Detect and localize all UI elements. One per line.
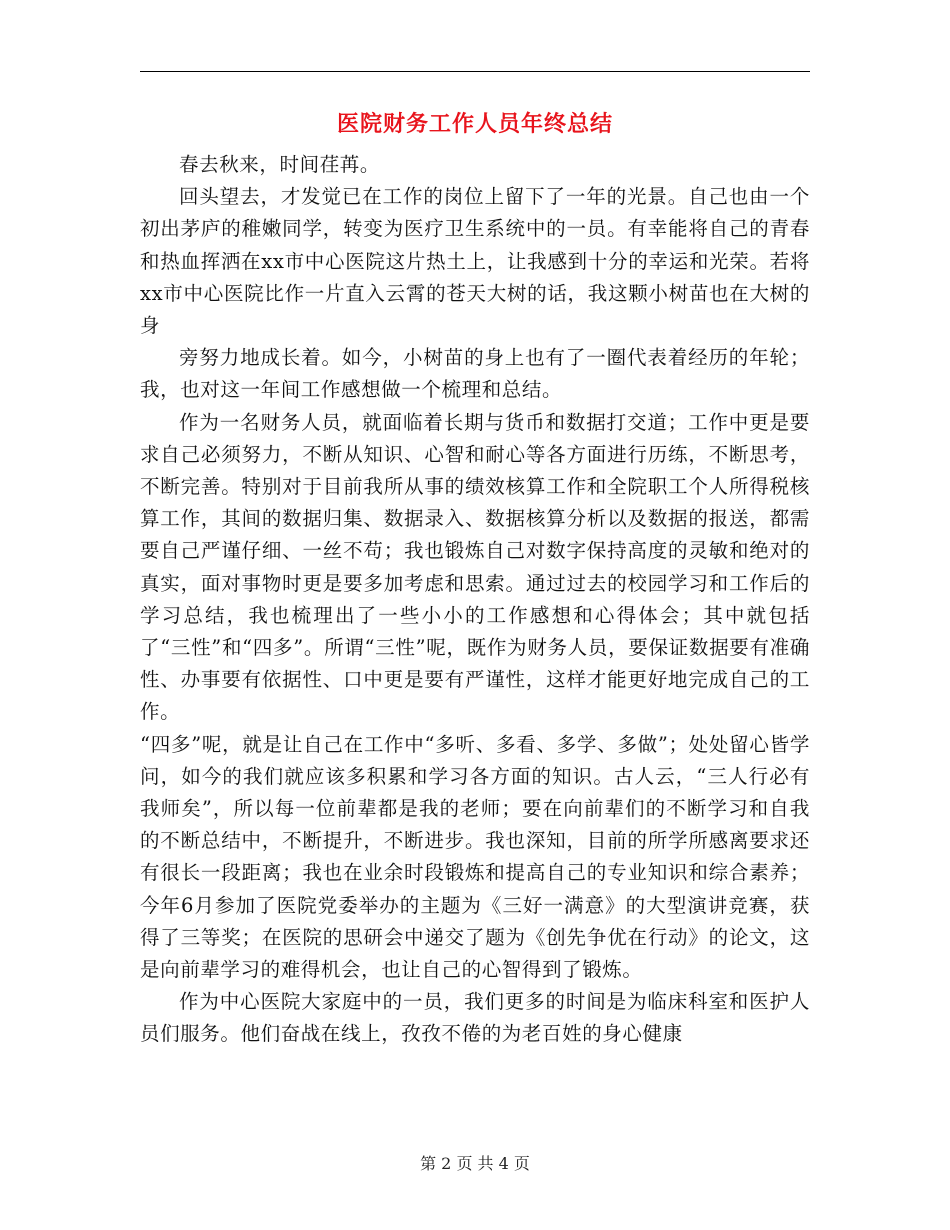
paragraph-3: 旁努力地成长着。如今，小树苗的身上也有了一圈代表着经历的年轮；我，也对这一年间工作感想做一个梳理和总结。: [140, 346, 810, 402]
document-title: 医院财务工作人员年终总结: [336, 111, 613, 137]
paragraph-1: 春去秋来，时间荏苒。: [179, 153, 381, 176]
paragraph-5: “四多”呢，就是让自己在工作中“多听、多看、多学、多做”；处处留心皆学问，如今的我们就应该多积累和学习各方面的知识。古人云，“三人行必有我师矣”，所以每一位前辈都是我的老师；要在向前辈们的不断学习和自我的不断总结中，不断提升，不断进步。我也深知，目前的所学所感离要求还有很长一段距离；我也在业余时段锻炼和提高自己的专业知识和综合素养；今年6月参加了医院党委举办的主题为《三好一满意》的大型演讲竞赛，获得了三等奖；在医院的思研会中递交了题为《创先争优在行动》的论文，这是向前辈学习的难得机会，也让自己的心智得到了锻炼。: [140, 732, 810, 982]
header-rule: [140, 71, 810, 72]
paragraph-4: 作为一名财务人员，就面临着长期与货币和数据打交道；工作中更是要求自己必须努力，不断从知识、心智和耐心等各方面进行历练，不断思考，不断完善。特别对于目前我所从事的绩效核算工作和全院职工个人所得税核算工作，其间的数据归集、数据录入、数据核算分析以及数据的报送，都需要自己严谨仔细、一丝不苟；我也锻炼自己对数字保持高度的灵敏和绝对的真实，面对事物时更是要多加考虑和思索。通过过去的校园学习和工作后的学习总结，我也梳理出了一些小小的工作感想和心得体会；其中就包括了“三性”和“四多”。所谓“三性”呢，既作为财务人员，要保证数据要有准确性、办事要有依据性、口中更是要有严谨性，这样才能更好地完成自己的工作。: [140, 410, 810, 724]
paragraph-6: 作为中心医院大家庭中的一员，我们更多的时间是为临床科室和医护人员们服务。他们奋战在线上，孜孜不倦的为老百姓的身心健康: [140, 990, 810, 1046]
document-body: [140, 149, 810, 1051]
paragraph-2: 回头望去，才发觉已在工作的岗位上留下了一年的光景。自己也由一个初出茅庐的稚嫩同学，转变为医疗卫生系统中的一员。有幸能将自己的青春和热血挥洒在xx市中心医院这片热土上，让我感到十分的幸运和光荣。若将xx市中心医院比作一片直入云霄的苍天大树的话，我这颗小树苗也在大树的身: [140, 185, 810, 338]
page-number-footer: 第 2 页 共 4 页: [420, 1154, 530, 1173]
